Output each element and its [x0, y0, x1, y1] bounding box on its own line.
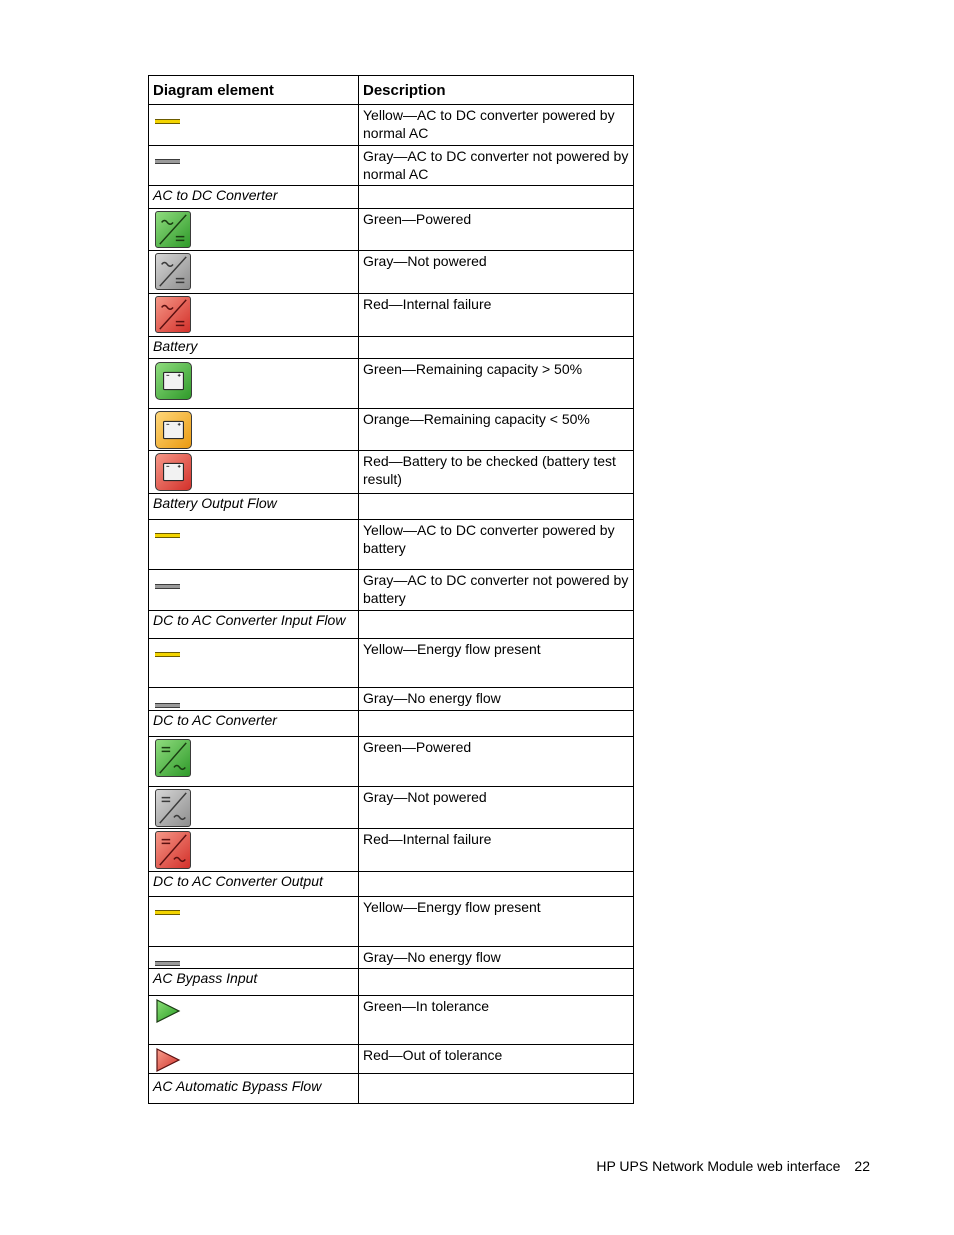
- description-cell: Gray—Not powered: [359, 787, 634, 829]
- section-row: [149, 186, 634, 209]
- yellow-flow-icon: [155, 533, 180, 538]
- description-cell: Yellow—AC to DC converter powered by normal AC: [359, 105, 634, 146]
- table-row: [149, 209, 634, 251]
- gray-ac-dc-converter-icon: [155, 253, 191, 290]
- yellow-flow-icon: [155, 119, 180, 124]
- description-cell: [359, 611, 634, 639]
- element-cell: [149, 409, 359, 451]
- yellow-flow-icon: [155, 910, 180, 915]
- table-row: [149, 251, 634, 294]
- red-dc-ac-converter-icon: [155, 831, 191, 869]
- section-label: Battery: [149, 337, 359, 359]
- element-cell: [149, 947, 359, 969]
- section-row: [149, 711, 634, 737]
- description-cell: Gray—Not powered: [359, 251, 634, 294]
- red-battery-icon: [155, 453, 192, 491]
- table-row: [149, 359, 634, 409]
- red-ac-dc-converter-icon: [155, 296, 191, 333]
- element-cell: [149, 639, 359, 688]
- element-cell: [149, 520, 359, 570]
- table-row: [149, 570, 634, 611]
- description-cell: [359, 1074, 634, 1104]
- description-cell: Yellow—Energy flow present: [359, 897, 634, 947]
- description-cell: Red—Battery to be checked (battery test result): [359, 451, 634, 494]
- table-row: [149, 520, 634, 570]
- section-row: [149, 969, 634, 996]
- header-description: Description: [359, 76, 634, 105]
- description-cell: [359, 186, 634, 209]
- table-row: [149, 947, 634, 969]
- gray-flow-icon: [155, 159, 180, 164]
- footer-title: HP UPS Network Module web interface: [596, 1158, 841, 1174]
- description-cell: Red—Out of tolerance: [359, 1045, 634, 1074]
- description-cell: Red—Internal failure: [359, 294, 634, 337]
- orange-battery-icon: [155, 411, 192, 449]
- element-cell: [149, 251, 359, 294]
- section-row: [149, 1074, 634, 1104]
- table-row: [149, 639, 634, 688]
- element-cell: [149, 570, 359, 611]
- element-cell: [149, 146, 359, 186]
- element-cell: [149, 451, 359, 494]
- table-row: [149, 737, 634, 787]
- page-footer: [596, 1158, 870, 1174]
- element-cell: [149, 996, 359, 1045]
- page-number: 22: [854, 1158, 870, 1174]
- description-cell: Gray—No energy flow: [359, 688, 634, 711]
- gray-flow-icon: [155, 961, 180, 966]
- table-header-row: [149, 76, 634, 105]
- table-row: [149, 829, 634, 872]
- element-cell: [149, 897, 359, 947]
- description-cell: [359, 711, 634, 737]
- section-label: DC to AC Converter Input Flow: [149, 611, 359, 639]
- section-row: [149, 872, 634, 897]
- diagram-legend-table: [148, 75, 634, 1104]
- table-row: [149, 688, 634, 711]
- gray-dc-ac-converter-icon: [155, 789, 191, 827]
- description-cell: Green—Powered: [359, 737, 634, 787]
- section-label: DC to AC Converter Output: [149, 872, 359, 897]
- table-row: [149, 897, 634, 947]
- description-cell: [359, 872, 634, 897]
- green-battery-icon: [155, 362, 192, 400]
- table-row: [149, 105, 634, 146]
- table-row: [149, 787, 634, 829]
- table-row: [149, 409, 634, 451]
- element-cell: [149, 359, 359, 409]
- table-row: [149, 294, 634, 337]
- description-cell: Yellow—Energy flow present: [359, 639, 634, 688]
- gray-flow-icon: [155, 584, 180, 589]
- element-cell: [149, 737, 359, 787]
- green-dc-ac-converter-icon: [155, 739, 191, 777]
- element-cell: [149, 209, 359, 251]
- section-row: [149, 494, 634, 520]
- description-cell: Yellow—AC to DC converter powered by battery: [359, 520, 634, 570]
- element-cell: [149, 688, 359, 711]
- description-cell: [359, 494, 634, 520]
- table-row: [149, 146, 634, 186]
- description-cell: Green—Powered: [359, 209, 634, 251]
- green-bypass-triangle-icon: [155, 999, 181, 1023]
- section-label: DC to AC Converter: [149, 711, 359, 737]
- description-cell: [359, 337, 634, 359]
- gray-flow-icon: [155, 703, 180, 708]
- description-cell: [359, 969, 634, 996]
- element-cell: [149, 294, 359, 337]
- element-cell: [149, 105, 359, 146]
- section-label: Battery Output Flow: [149, 494, 359, 520]
- table-row: [149, 451, 634, 494]
- red-bypass-triangle-icon: [155, 1048, 181, 1072]
- table-row: [149, 996, 634, 1045]
- section-label: AC to DC Converter: [149, 186, 359, 209]
- section-row: [149, 611, 634, 639]
- description-cell: Green—In tolerance: [359, 996, 634, 1045]
- header-diagram-element: Diagram element: [149, 76, 359, 105]
- yellow-flow-icon: [155, 652, 180, 657]
- element-cell: [149, 787, 359, 829]
- green-ac-dc-converter-icon: [155, 211, 191, 248]
- element-cell: [149, 1045, 359, 1074]
- description-cell: Gray—AC to DC converter not powered by normal AC: [359, 146, 634, 186]
- section-label: AC Automatic Bypass Flow: [149, 1074, 359, 1104]
- description-cell: Green—Remaining capacity > 50%: [359, 359, 634, 409]
- description-cell: Gray—AC to DC converter not powered by battery: [359, 570, 634, 611]
- table-row: [149, 1045, 634, 1074]
- description-cell: Gray—No energy flow: [359, 947, 634, 969]
- description-cell: Orange—Remaining capacity < 50%: [359, 409, 634, 451]
- description-cell: Red—Internal failure: [359, 829, 634, 872]
- section-row: [149, 337, 634, 359]
- element-cell: [149, 829, 359, 872]
- section-label: AC Bypass Input: [149, 969, 359, 996]
